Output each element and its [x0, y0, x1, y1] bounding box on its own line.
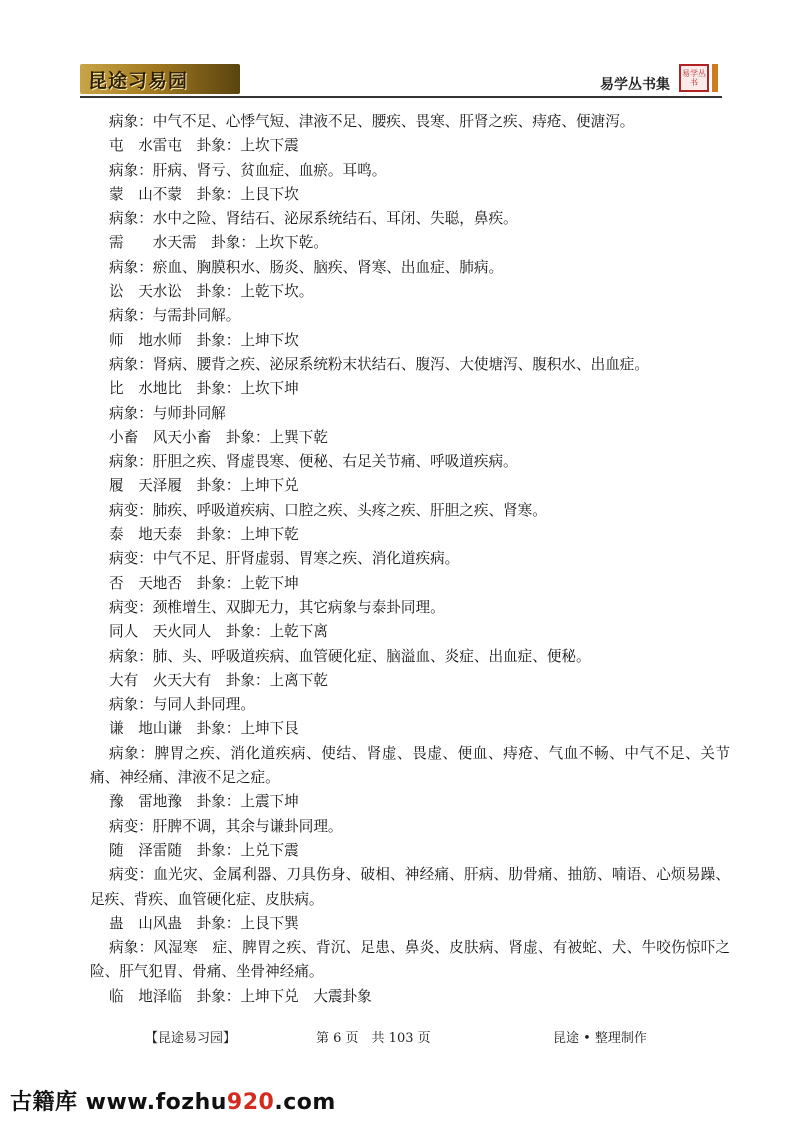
text-line: 病象：肺、头、呼吸道疾病、血管硬化症、脑溢血、炎症、出血症、便秘。 [109, 647, 591, 665]
text-line: 同人 天火同人 卦象：上乾下离 [109, 623, 328, 641]
text-line: 病象：风湿寒 症、脾胃之疾、背沉、足患、鼻炎、皮肤病、肾虚、有被蛇、犬、牛咬伤惊吓之险、肝气犯胃、骨痛、坐骨神经痛。 [90, 939, 730, 981]
page-footer [0, 1027, 794, 1047]
text-line: 病变：中气不足、肝肾虚弱、胃寒之疾、消化道疾病。 [109, 550, 460, 568]
watermark-number: 920 [226, 1090, 275, 1115]
watermark-link[interactable] [10, 1085, 336, 1116]
text-line: 泰 地天泰 卦象：上坤下乾 [109, 526, 299, 544]
text-line: 谦 地山谦 卦象：上坤下艮 [109, 720, 299, 738]
text-line: 临 地泽临 卦象：上坤下兑 大震卦象 [109, 987, 372, 1005]
text-line: 随 泽雷随 卦象：上兑下震 [109, 841, 299, 859]
text-line: 病象：肝胆之疾、肾虚畏寒、便秘、右足关节痛、呼吸道疾病。 [109, 453, 518, 471]
watermark-suffix: .com [274, 1090, 336, 1115]
text-line: 病象：中气不足、心悸气短、津液不足、腰疾、畏寒、肝肾之疾、痔疮、便溏泻。 [109, 113, 635, 130]
text-line: 蒙 山不蒙 卦象：上艮下坎 [109, 185, 299, 203]
series-title: 易学丛书集 [600, 77, 670, 93]
text-line: 病象：与师卦同解 [109, 404, 226, 422]
page-header [80, 64, 722, 100]
text-line: 讼 天水讼 卦象：上乾下坎。 [109, 283, 314, 301]
text-line: 病象：肝病、肾亏、贫血症、血瘀。耳鸣。 [109, 161, 387, 179]
footer-site-name: 【昆途易习园】 [145, 1031, 237, 1046]
site-logo [80, 64, 240, 94]
text-line: 病象：与需卦同解。 [109, 307, 241, 325]
text-line: 病变：肝脾不调，其余与谦卦同理。 [109, 817, 343, 835]
footer-page-number: 第 6 页 共 103 页 [316, 1031, 431, 1046]
footer-credit: 昆途 • 整理制作 [553, 1031, 647, 1046]
text-line: 病象：瘀血、胸膜积水、肠炎、脑疾、肾寒、出血症、肺病。 [109, 258, 504, 276]
text-line: 病变：肺疾、呼吸道疾病、口腔之疾、头疼之疾、肝胆之疾、肾寒。 [109, 501, 547, 519]
text-line: 病象：肾病、腰背之疾、泌尿系统粉末状结石、腹泻、大使塘泻、腹积水、出血症。 [109, 355, 649, 373]
text-line: 病象：脾胃之疾、消化道疾病、使结、肾虚、畏虚、便血、痔疮、气血不畅、中气不足、关节痛、神经痛、津液不足之症。 [90, 744, 730, 787]
text-line: 比 水地比 卦象：上坎下坤 [109, 380, 299, 398]
text-line: 师 地水师 卦象：上坤下坎 [109, 331, 299, 349]
header-divider [80, 96, 722, 98]
text-line: 小畜 风天小畜 卦象：上巽下乾 [109, 428, 328, 446]
logo-text: 昆途习易园 [88, 69, 189, 92]
seal-stamp: 易学丛书 [679, 64, 709, 92]
text-line: 病象：与同人卦同理。 [109, 696, 255, 714]
text-line: 豫 雷地豫 卦象：上震下坤 [109, 793, 299, 811]
text-line: 大有 火天大有 卦象：上离下乾 [109, 671, 328, 689]
text-line: 蛊 山风蛊 卦象：上艮下巽 [109, 914, 299, 932]
text-line: 需 水天需 卦象：上坎下乾。 [109, 234, 328, 252]
text-line: 屯 水雷屯 卦象：上坎下震 [109, 137, 299, 155]
text-line: 否 天地否 卦象：上乾下坤 [109, 574, 299, 592]
body-text [90, 110, 730, 1009]
text-line: 履 天泽履 卦象：上坤下兑 [109, 477, 299, 495]
text-line: 病变：血光灾、金属利器、刀具伤身、破相、神经痛、肝病、肋骨痛、抽筋、喃语、心烦易躁、足疾、背疾、血管硬化症、皮肤病。 [90, 866, 730, 908]
watermark-prefix: 古籍库 www.fozhu [10, 1090, 227, 1115]
seal-accent-bar [712, 64, 718, 92]
text-line: 病象：水中之险、肾结石、泌尿系统结石、耳闭、失聪，鼻疾。 [109, 210, 518, 228]
text-line: 病变：颈椎增生、双脚无力，其它病象与泰卦同理。 [109, 598, 445, 616]
